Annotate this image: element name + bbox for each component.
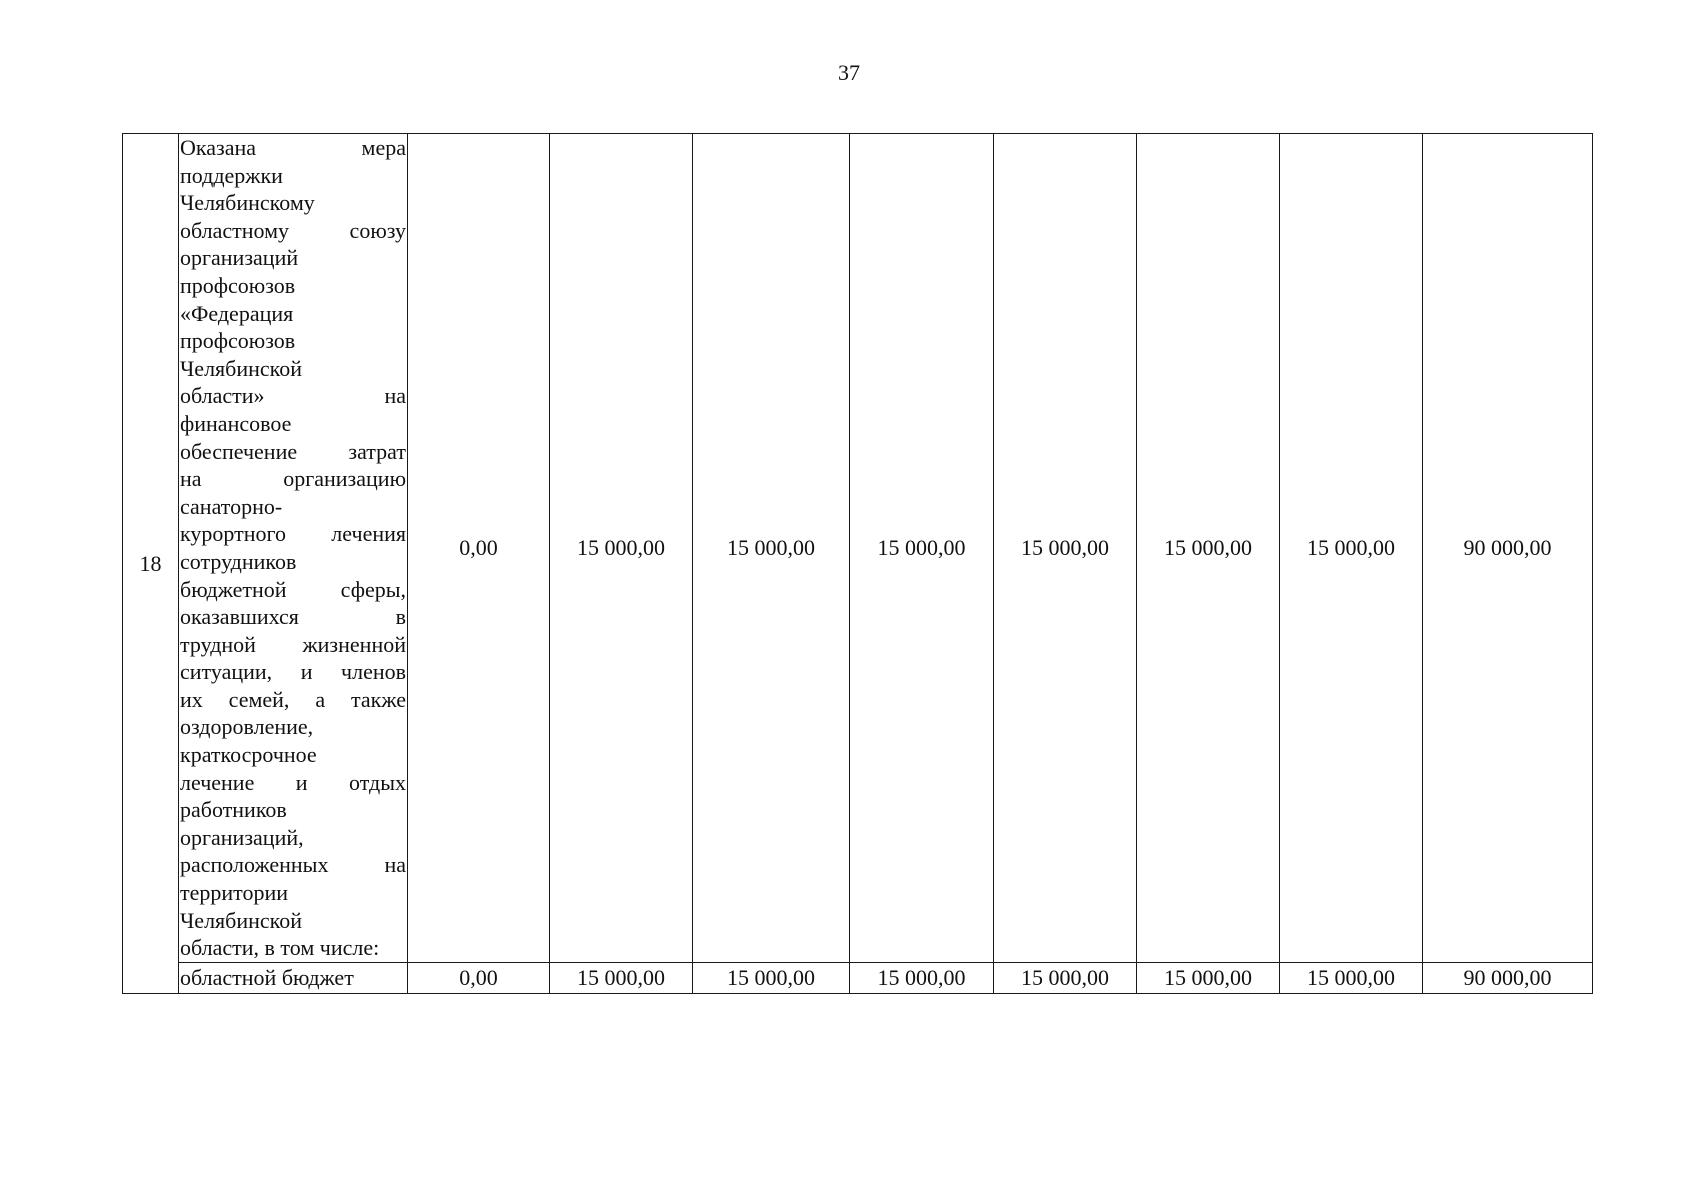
description-line: сотрудников — [180, 548, 297, 574]
description-line: организаций, — [180, 824, 304, 850]
row-value-4: 15 000,00 — [994, 134, 1137, 963]
subrow-value-1: 15 000,00 — [550, 962, 693, 993]
description-line: трудной жизненной — [180, 631, 406, 657]
row-value-5: 15 000,00 — [1137, 134, 1280, 963]
description-line: профсоюзов — [180, 272, 296, 298]
subrow-value-4: 15 000,00 — [994, 962, 1137, 993]
description-line: профсоюзов — [180, 328, 296, 354]
subrow-value-6: 15 000,00 — [1280, 962, 1423, 993]
subrow-value-3: 15 000,00 — [850, 962, 994, 993]
description-line: краткосрочное — [180, 742, 317, 768]
description-line: на организацию — [180, 466, 406, 492]
description-line: Челябинскому — [180, 190, 315, 216]
description-line: оздоровление, — [180, 714, 314, 740]
row-number: 18 — [123, 134, 179, 994]
subrow-label: областной бюджет — [179, 962, 408, 993]
description-line: области» на — [180, 383, 406, 409]
subrow-value-0: 0,00 — [408, 962, 550, 993]
subrow-value-5: 15 000,00 — [1137, 962, 1280, 993]
description-line: лечение и отдых — [180, 769, 406, 795]
description-line: области, в том числе: — [180, 935, 380, 961]
description-line: их семей, а также — [180, 686, 406, 712]
row-value-1: 15 000,00 — [550, 134, 693, 963]
description-line: бюджетной сферы, — [180, 576, 406, 602]
description-line: Челябинской — [180, 907, 303, 933]
row-value-6: 15 000,00 — [1280, 134, 1423, 963]
description-line: областному союзу — [180, 217, 406, 243]
row-value-2: 15 000,00 — [693, 134, 850, 963]
row-description — [179, 134, 408, 963]
budget-table — [122, 133, 1593, 994]
row-value-3: 15 000,00 — [850, 134, 994, 963]
description-line: обеспечение затрат — [180, 438, 406, 464]
description-line: организаций — [180, 245, 299, 271]
table-row-subrow — [123, 962, 1593, 993]
page-number: 37 — [838, 60, 860, 85]
subrow-value-2: 15 000,00 — [693, 962, 850, 993]
description-line: ситуации, и членов — [180, 659, 406, 685]
description-line: работников — [180, 797, 287, 823]
description-line: поддержки — [180, 162, 283, 188]
table-row-main — [123, 134, 1593, 963]
description-line: санаторно- — [180, 493, 283, 519]
description-line: территории — [180, 880, 289, 906]
subrow-value-total: 90 000,00 — [1423, 962, 1593, 993]
description-line: оказавшихся в — [180, 604, 406, 630]
description-line: финансовое — [180, 410, 292, 436]
description-line: Челябинской — [180, 355, 303, 381]
description-line: Оказана мера — [180, 135, 406, 160]
description-line: курортного лечения — [180, 521, 406, 547]
description-line: «Федерация — [180, 300, 294, 326]
row-value-0: 0,00 — [408, 134, 550, 963]
row-value-total: 90 000,00 — [1423, 134, 1593, 963]
description-line: расположенных на — [180, 852, 406, 878]
